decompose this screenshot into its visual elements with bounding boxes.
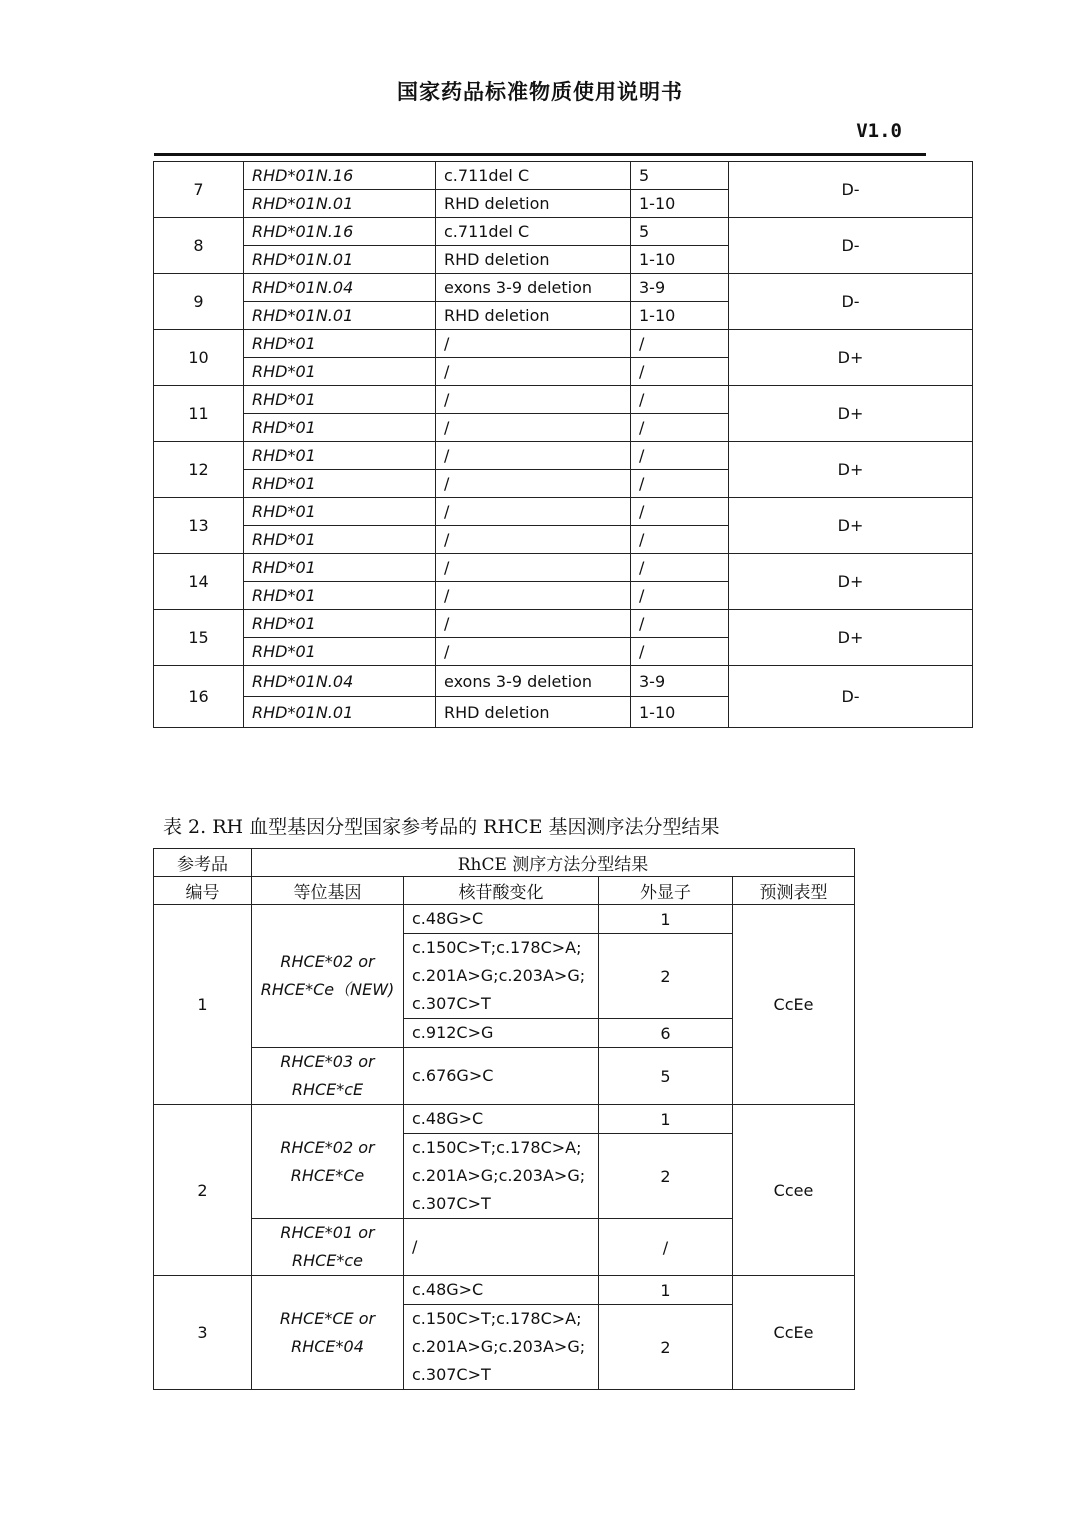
exon-cell: /	[631, 386, 729, 414]
table-row	[154, 666, 973, 697]
allele-cell: RHD*01	[244, 330, 436, 358]
exon-cell: /	[631, 554, 729, 582]
table2-caption: 表 2. RH 血型基因分型国家参考品的 RHCE 基因测序法分型结果	[163, 816, 720, 838]
phenotype-cell: D+	[729, 330, 973, 386]
allele-cell: RHD*01N.01	[244, 190, 436, 218]
variant-cell: /	[436, 358, 631, 386]
table-row	[154, 218, 973, 246]
allele-cell: RHD*01	[244, 526, 436, 554]
allele-cell: RHD*01	[244, 470, 436, 498]
sample-number: 15	[154, 610, 244, 666]
rhce-sequencing-table	[153, 848, 855, 1390]
allele-cell: RHD*01	[244, 610, 436, 638]
allele-cell: RHD*01	[244, 386, 436, 414]
allele-cell: RHD*01	[244, 442, 436, 470]
variant-cell: /	[436, 554, 631, 582]
allele-label: RHCE*01 or RHCE*ce	[280, 1223, 375, 1270]
phenotype-cell: D-	[729, 666, 973, 728]
exon-cell: /	[631, 582, 729, 610]
exon-cell: 3-9	[631, 274, 729, 302]
nucleotide-label: c.48G>C	[412, 1109, 484, 1128]
variant-cell: /	[436, 330, 631, 358]
variant-cell: /	[436, 470, 631, 498]
exon-cell: /	[631, 638, 729, 666]
nucleotide-label: /	[412, 1237, 418, 1256]
exon-cell: /	[631, 358, 729, 386]
table-row	[154, 330, 973, 358]
variant-cell: RHD deletion	[436, 190, 631, 218]
allele-label: RHCE*02 or RHCE*Ce	[280, 1137, 375, 1185]
exon-cell: /	[631, 414, 729, 442]
allele-header: 等位基因	[252, 877, 404, 905]
sample-number: 7	[154, 162, 244, 218]
variant-cell: RHD deletion	[436, 302, 631, 330]
variant-cell: /	[436, 498, 631, 526]
table-row	[154, 554, 973, 582]
sample-number: 16	[154, 666, 244, 728]
table-row	[154, 905, 855, 934]
nucleotide-cell	[404, 1276, 599, 1305]
variant-cell: c.711del C	[436, 218, 631, 246]
variant-cell: c.711del C	[436, 162, 631, 190]
variant-cell: /	[436, 638, 631, 666]
exon-cell: 1-10	[631, 302, 729, 330]
variant-cell: /	[436, 526, 631, 554]
phenotype-cell: D-	[729, 162, 973, 218]
table-row	[154, 1276, 855, 1305]
allele-label: RHCE*03 or RHCE*cE	[280, 1052, 375, 1099]
nucleotide-cell	[404, 1019, 599, 1048]
variant-cell: /	[436, 386, 631, 414]
header-divider	[154, 153, 926, 156]
exon-cell: /	[631, 498, 729, 526]
phenotype-cell: D+	[729, 498, 973, 554]
exon-cell: 1-10	[631, 190, 729, 218]
allele-cell: RHD*01	[244, 358, 436, 386]
variant-cell: exons 3-9 deletion	[436, 274, 631, 302]
nucleotide-cell	[404, 1305, 599, 1390]
nucleotide-label: c.912C>G	[412, 1023, 494, 1042]
nucleotide-label: c.48G>C	[412, 1280, 484, 1299]
allele-label: RHCE*CE or RHCE*04	[279, 1308, 376, 1356]
table-row	[154, 1105, 855, 1134]
phenotype-cell: CcEe	[733, 1276, 855, 1390]
table-row	[154, 162, 973, 190]
phenotype-cell: D+	[729, 610, 973, 666]
exon-cell: /	[631, 526, 729, 554]
nucleotide-cell	[404, 934, 599, 1019]
allele-cell: RHD*01N.04	[244, 274, 436, 302]
allele-cell: RHD*01N.16	[244, 218, 436, 246]
nucleotide-label: c.150C>T;c.178C>A; c.201A>G;c.203A>G; c.307C>T	[412, 1309, 586, 1384]
nucleotide-cell	[404, 1219, 599, 1276]
nucleotide-cell	[404, 905, 599, 934]
nucleotide-label: c.48G>C	[412, 909, 484, 928]
sample-number: 12	[154, 442, 244, 498]
sample-number: 3	[154, 1276, 252, 1390]
exon-cell: 1	[599, 905, 733, 934]
phenotype-cell: D+	[729, 554, 973, 610]
sample-number: 1	[154, 905, 252, 1105]
nucleotide-label: c.150C>T;c.178C>A; c.201A>G;c.203A>G; c.307C>T	[412, 938, 586, 1013]
sample-number: 8	[154, 218, 244, 274]
sample-number: 11	[154, 386, 244, 442]
allele-cell: RHD*01N.16	[244, 162, 436, 190]
phenotype-cell: Ccee	[733, 1105, 855, 1276]
allele-cell: RHD*01	[244, 554, 436, 582]
nucleotide-label: c.150C>T;c.178C>A; c.201A>G;c.203A>G; c.307C>T	[412, 1138, 586, 1213]
ref-no-header-line2: 编号	[154, 877, 252, 905]
variant-cell: RHD deletion	[436, 697, 631, 728]
exon-cell: /	[599, 1219, 733, 1276]
allele-cell: RHD*01N.01	[244, 697, 436, 728]
nucleotide-header: 核苷酸变化	[404, 877, 599, 905]
variant-cell: RHD deletion	[436, 246, 631, 274]
allele-cell: RHD*01N.04	[244, 666, 436, 697]
allele-label: RHCE*02 or RHCE*Ce（NEW)	[260, 952, 395, 999]
exon-cell: 1	[599, 1105, 733, 1134]
exon-cell: 5	[631, 162, 729, 190]
exon-cell: 2	[599, 934, 733, 1019]
allele-cell: RHD*01	[244, 414, 436, 442]
variant-cell: /	[436, 414, 631, 442]
phenotype-cell: D-	[729, 218, 973, 274]
exon-cell: 2	[599, 1134, 733, 1219]
exon-cell: 1-10	[631, 697, 729, 728]
table-row	[154, 386, 973, 414]
exon-cell: /	[631, 610, 729, 638]
allele-cell: RHD*01N.01	[244, 302, 436, 330]
document-title: 国家药品标准物质使用说明书	[397, 79, 683, 104]
phenotype-cell: D+	[729, 386, 973, 442]
exon-cell: /	[631, 470, 729, 498]
allele-cell	[252, 1105, 404, 1219]
phenotype-cell: CcEe	[733, 905, 855, 1105]
sample-number: 14	[154, 554, 244, 610]
table-row	[154, 498, 973, 526]
phenotype-header: 预测表型	[733, 877, 855, 905]
variant-cell: /	[436, 610, 631, 638]
table-row	[154, 610, 973, 638]
phenotype-cell: D-	[729, 274, 973, 330]
nucleotide-cell	[404, 1048, 599, 1105]
allele-cell: RHD*01N.01	[244, 246, 436, 274]
allele-cell: RHD*01	[244, 498, 436, 526]
rhd-genotype-table	[153, 161, 973, 728]
nucleotide-cell	[404, 1105, 599, 1134]
exon-cell: 5	[631, 218, 729, 246]
ref-no-header: 参考品	[154, 849, 252, 877]
sample-number: 9	[154, 274, 244, 330]
nucleotide-label: c.676G>C	[412, 1066, 494, 1085]
variant-cell: /	[436, 582, 631, 610]
sample-number: 2	[154, 1105, 252, 1276]
exon-cell: /	[631, 330, 729, 358]
variant-cell: /	[436, 442, 631, 470]
allele-cell	[252, 1276, 404, 1390]
allele-cell	[252, 1219, 404, 1276]
variant-cell: exons 3-9 deletion	[436, 666, 631, 697]
exon-cell: 5	[599, 1048, 733, 1105]
exon-cell: 1-10	[631, 246, 729, 274]
exon-cell: 1	[599, 1276, 733, 1305]
phenotype-cell: D+	[729, 442, 973, 498]
group-header: RhCE 测序方法分型结果	[252, 849, 855, 877]
allele-cell: RHD*01	[244, 582, 436, 610]
allele-cell	[252, 1048, 404, 1105]
allele-cell	[252, 905, 404, 1048]
nucleotide-cell	[404, 1134, 599, 1219]
table-row	[154, 442, 973, 470]
allele-cell: RHD*01	[244, 638, 436, 666]
exon-cell: 2	[599, 1305, 733, 1390]
exon-cell: 6	[599, 1019, 733, 1048]
sample-number: 13	[154, 498, 244, 554]
exon-cell: /	[631, 442, 729, 470]
document-version: V1.0	[856, 120, 902, 142]
exon-header: 外显子	[599, 877, 733, 905]
sample-number: 10	[154, 330, 244, 386]
table-row	[154, 274, 973, 302]
exon-cell: 3-9	[631, 666, 729, 697]
